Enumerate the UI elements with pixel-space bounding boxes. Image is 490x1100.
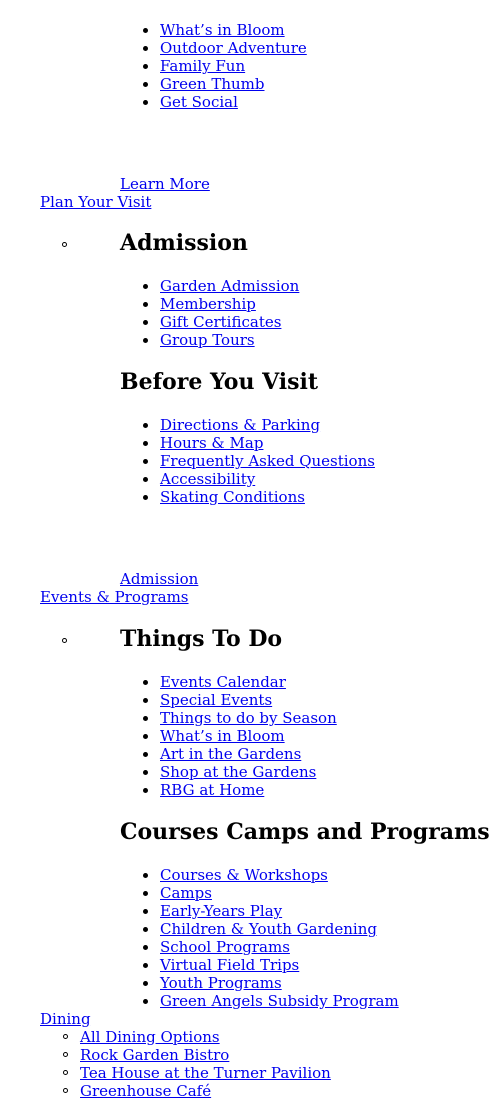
list-bullet [143, 100, 148, 105]
list-bullet [143, 64, 148, 69]
things-link-events-calendar[interactable]: Events Calendar [160, 673, 286, 691]
list-bullet [143, 909, 148, 914]
explore-link-family-fun[interactable]: Family Fun [160, 57, 246, 75]
courses-link-green-angels[interactable]: Green Angels Subsidy Program [160, 992, 399, 1010]
before-link-hours-map[interactable]: Hours & Map [160, 434, 264, 452]
list-bullet [143, 698, 148, 703]
things-to-do-heading: Things To Do [120, 626, 283, 652]
before-link-directions-parking[interactable]: Directions & Parking [160, 416, 321, 434]
admission-heading: Admission [120, 230, 248, 256]
submenu-bullet [63, 1070, 68, 1075]
explore-link-whats-in-bloom[interactable]: What’s in Bloom [160, 21, 285, 39]
courses-link-early-years-play[interactable]: Early-Years Play [160, 902, 283, 920]
list-bullet [143, 963, 148, 968]
list-bullet [143, 423, 148, 428]
list-bullet [143, 82, 148, 87]
list-bullet [143, 284, 148, 289]
list-bullet [143, 891, 148, 896]
admission-link-group-tours[interactable]: Group Tours [160, 331, 255, 349]
things-link-by-season[interactable]: Things to do by Season [160, 709, 337, 727]
dining-link-tea-house[interactable]: Tea House at the Turner Pavilion [80, 1064, 331, 1082]
list-bullet [143, 999, 148, 1004]
plan-admission-link[interactable]: Admission [120, 570, 199, 588]
list-bullet [143, 28, 148, 33]
list-bullet [143, 927, 148, 932]
before-you-visit-heading: Before You Visit [120, 369, 319, 395]
submenu-bullet [62, 638, 67, 643]
list-bullet [143, 338, 148, 343]
list-bullet [143, 770, 148, 775]
explore-link-green-thumb[interactable]: Green Thumb [160, 75, 265, 93]
courses-camps-programs-heading: Courses Camps and Programs [120, 819, 490, 845]
nav-plan-your-visit[interactable]: Plan Your Visit [40, 193, 152, 211]
list-bullet [143, 680, 148, 685]
list-bullet [143, 477, 148, 482]
courses-link-virtual-field-trips[interactable]: Virtual Field Trips [160, 956, 300, 974]
nav-dining[interactable]: Dining [40, 1010, 91, 1028]
list-bullet [143, 46, 148, 51]
submenu-bullet [63, 1052, 68, 1057]
courses-link-workshops[interactable]: Courses & Workshops [160, 866, 328, 884]
list-bullet [143, 320, 148, 325]
list-bullet [143, 716, 148, 721]
dining-link-greenhouse-cafe[interactable]: Greenhouse Café [80, 1082, 212, 1100]
explore-link-get-social[interactable]: Get Social [160, 93, 238, 111]
submenu-bullet [63, 1088, 68, 1093]
list-bullet [143, 734, 148, 739]
before-link-skating-conditions[interactable]: Skating Conditions [160, 488, 305, 506]
dining-link-all-options[interactable]: All Dining Options [80, 1028, 220, 1046]
explore-learn-more-link[interactable]: Learn More [120, 175, 210, 193]
courses-link-camps[interactable]: Camps [160, 884, 212, 902]
submenu-bullet [62, 242, 67, 247]
list-bullet [143, 981, 148, 986]
list-bullet [143, 302, 148, 307]
submenu-bullet [63, 1034, 68, 1039]
list-bullet [143, 441, 148, 446]
courses-link-school-programs[interactable]: School Programs [160, 938, 290, 956]
things-link-whats-in-bloom[interactable]: What’s in Bloom [160, 727, 285, 745]
things-link-rbg-at-home[interactable]: RBG at Home [160, 781, 265, 799]
list-bullet [143, 459, 148, 464]
list-bullet [143, 873, 148, 878]
list-bullet [143, 788, 148, 793]
before-link-faq[interactable]: Frequently Asked Questions [160, 452, 375, 470]
list-bullet [143, 945, 148, 950]
admission-link-gift-certificates[interactable]: Gift Certificates [160, 313, 282, 331]
nav-events-programs[interactable]: Events & Programs [40, 588, 189, 606]
before-link-accessibility[interactable]: Accessibility [160, 470, 256, 488]
courses-link-youth-programs[interactable]: Youth Programs [160, 974, 282, 992]
things-link-special-events[interactable]: Special Events [160, 691, 273, 709]
list-bullet [143, 752, 148, 757]
dining-link-rock-garden-bistro[interactable]: Rock Garden Bistro [80, 1046, 230, 1064]
list-bullet [143, 495, 148, 500]
courses-link-children-youth-gardening[interactable]: Children & Youth Gardening [160, 920, 377, 938]
things-link-art-in-gardens[interactable]: Art in the Gardens [160, 745, 302, 763]
admission-link-membership[interactable]: Membership [160, 295, 256, 313]
things-link-shop[interactable]: Shop at the Gardens [160, 763, 317, 781]
explore-link-outdoor-adventure[interactable]: Outdoor Adventure [160, 39, 307, 57]
admission-link-garden-admission[interactable]: Garden Admission [160, 277, 300, 295]
